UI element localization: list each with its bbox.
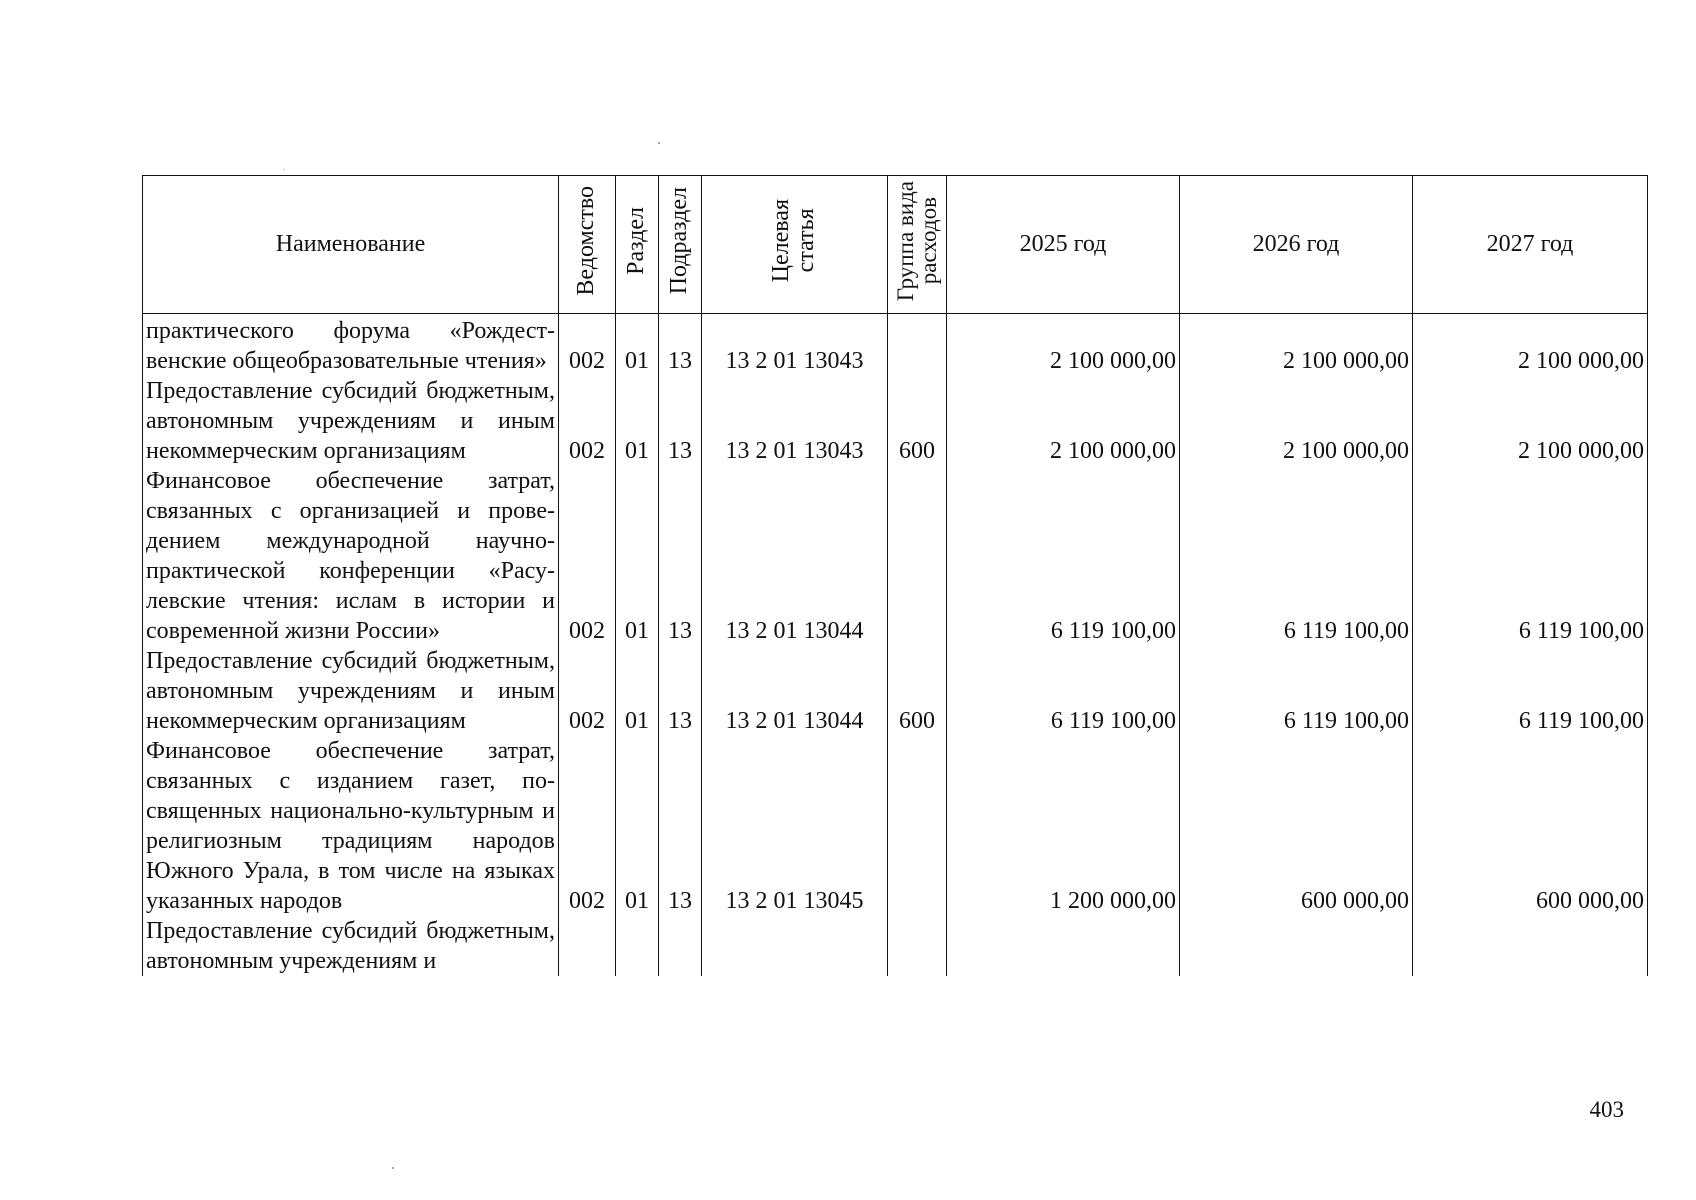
- cell-gruppa: [888, 466, 947, 646]
- cell-2025: [947, 916, 1180, 976]
- cell-celevaya: 13 2 01 13045: [702, 736, 888, 916]
- cell-2026: 6 119 100,00: [1180, 646, 1413, 736]
- cell-name: Предоставление субсидий бюджетным, автономным учреждениям и иным некоммерческим организациям: [143, 376, 559, 466]
- cell-2025: 2 100 000,00: [947, 376, 1180, 466]
- cell-2027: 2 100 000,00: [1413, 314, 1648, 377]
- header-year-2026: 2026 год: [1180, 176, 1413, 314]
- header-year-2027: 2027 год: [1413, 176, 1648, 314]
- table-row: [143, 376, 1648, 466]
- cell-vedomstvo: 002: [559, 376, 616, 466]
- cell-razdel: [616, 916, 659, 976]
- cell-2026: [1180, 916, 1413, 976]
- table-row: [143, 466, 1648, 646]
- header-year-2025: 2025 год: [947, 176, 1180, 314]
- header-name: Наименование: [143, 176, 559, 314]
- header-vedomstvo: Ведомство: [559, 176, 616, 314]
- header-celevaya-statya: Целевая статья: [702, 176, 888, 314]
- cell-celevaya: [702, 916, 888, 976]
- cell-razdel: 01: [616, 466, 659, 646]
- cell-2025: 6 119 100,00: [947, 466, 1180, 646]
- cell-razdel: 01: [616, 736, 659, 916]
- cell-podrazdel: 13: [659, 314, 702, 377]
- cell-2027: 6 119 100,00: [1413, 466, 1648, 646]
- cell-2026: 600 000,00: [1180, 736, 1413, 916]
- cell-2026: 6 119 100,00: [1180, 466, 1413, 646]
- cell-podrazdel: [659, 916, 702, 976]
- cell-2025: 1 200 000,00: [947, 736, 1180, 916]
- cell-podrazdel: 13: [659, 646, 702, 736]
- cell-razdel: 01: [616, 646, 659, 736]
- cell-2027: 600 000,00: [1413, 736, 1648, 916]
- cell-razdel: 01: [616, 314, 659, 377]
- header-gruppa-vida-rashodov: Группа вида расходов: [888, 176, 947, 314]
- scan-speck: [658, 142, 660, 144]
- cell-gruppa: [888, 314, 947, 377]
- cell-podrazdel: 13: [659, 466, 702, 646]
- cell-name: практического форума «Рождественские общеобразовательные чтения»: [143, 314, 559, 377]
- cell-2027: 6 119 100,00: [1413, 646, 1648, 736]
- cell-vedomstvo: 002: [559, 466, 616, 646]
- cell-celevaya: 13 2 01 13043: [702, 314, 888, 377]
- cell-celevaya: 13 2 01 13043: [702, 376, 888, 466]
- cell-podrazdel: 13: [659, 376, 702, 466]
- cell-gruppa: 600: [888, 646, 947, 736]
- cell-2025: 2 100 000,00: [947, 314, 1180, 377]
- scan-speck: [392, 1167, 394, 1169]
- cell-name: Предоставление субсидий бюджетным, автономным учреждениям и: [143, 916, 559, 976]
- table-header: [143, 176, 1648, 314]
- header-podrazdel: Подраздел: [659, 176, 702, 314]
- cell-celevaya: 13 2 01 13044: [702, 466, 888, 646]
- cell-name: Финансовое обеспечение затрат, связанных с изданием газет, посвященных национально-культурным и религиозным традициям народов Южного Урала, в том числе на языках указанных народов: [143, 736, 559, 916]
- table-row: [143, 314, 1648, 377]
- cell-vedomstvo: 002: [559, 646, 616, 736]
- cell-celevaya: 13 2 01 13044: [702, 646, 888, 736]
- cell-2026: 2 100 000,00: [1180, 376, 1413, 466]
- cell-vedomstvo: 002: [559, 314, 616, 377]
- cell-name: Финансовое обеспечение затрат, связанных с организацией и проведением международной научно-практической конференции «Расулевские чтения: ислам в истории и современной жизни России»: [143, 466, 559, 646]
- cell-2025: 6 119 100,00: [947, 646, 1180, 736]
- table-body: [143, 314, 1648, 977]
- cell-2027: 2 100 000,00: [1413, 376, 1648, 466]
- table-row: [143, 916, 1648, 976]
- cell-name: Предоставление субсидий бюджетным, автономным учреждениям и иным некоммерческим организациям: [143, 646, 559, 736]
- cell-gruppa: [888, 736, 947, 916]
- table-row: [143, 736, 1648, 916]
- cell-gruppa: 600: [888, 376, 947, 466]
- cell-gruppa: [888, 916, 947, 976]
- cell-podrazdel: 13: [659, 736, 702, 916]
- cell-razdel: 01: [616, 376, 659, 466]
- scan-speck: [283, 169, 284, 170]
- table-row: [143, 646, 1648, 736]
- cell-vedomstvo: 002: [559, 736, 616, 916]
- cell-vedomstvo: [559, 916, 616, 976]
- cell-2027: [1413, 916, 1648, 976]
- budget-table: [142, 175, 1648, 976]
- page-number: 403: [1589, 1097, 1624, 1122]
- cell-2026: 2 100 000,00: [1180, 314, 1413, 377]
- header-razdel: Раздел: [616, 176, 659, 314]
